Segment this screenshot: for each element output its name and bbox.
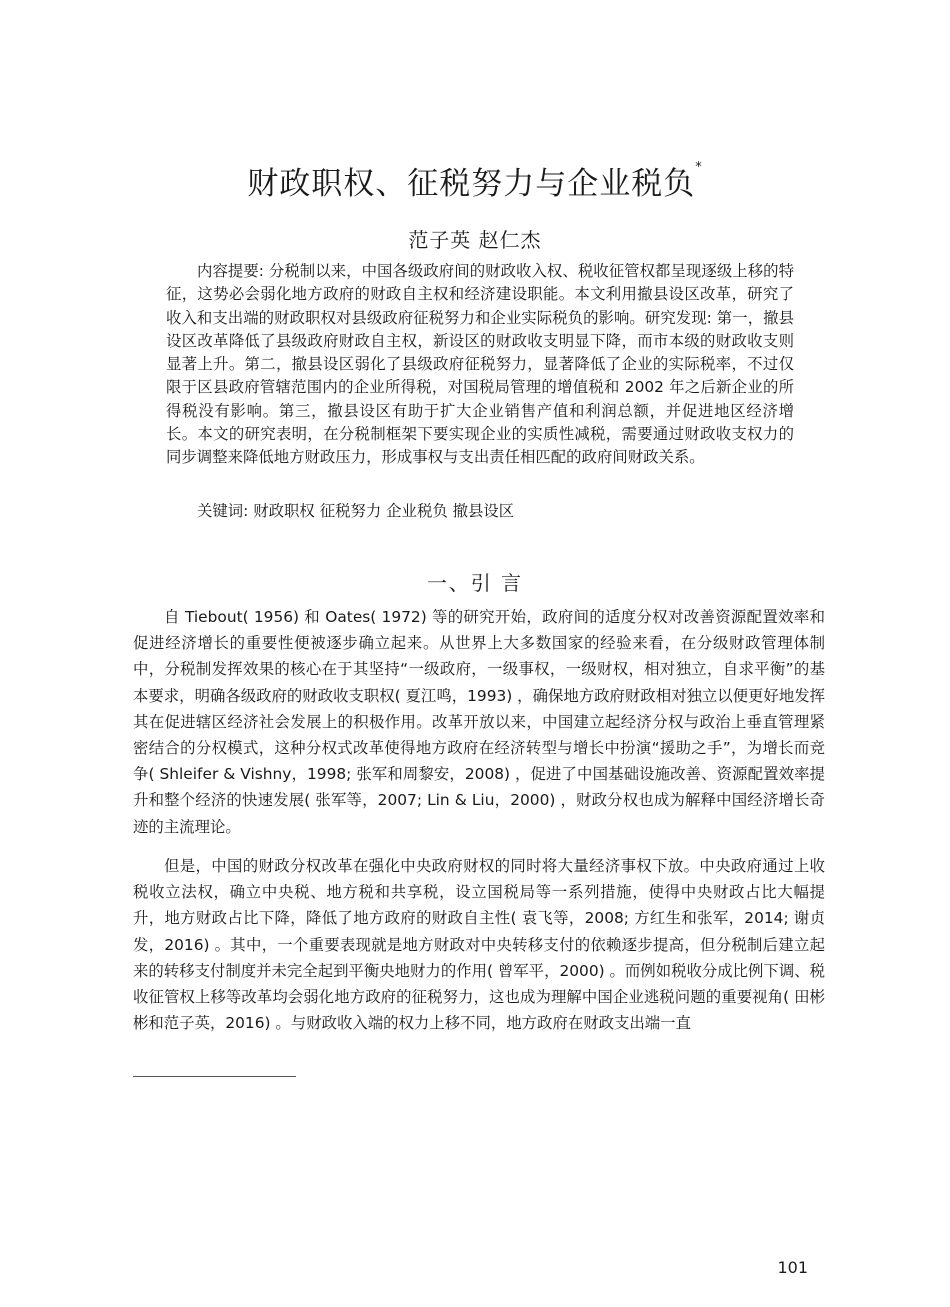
paper-title-text: 财政职权、征税努力与企业税负 bbox=[247, 166, 696, 202]
section-heading-introduction: 一、引 言 bbox=[426, 571, 524, 595]
paper-title bbox=[0, 158, 950, 203]
body-paragraph-2: 但是，中国的财政分权改革在强化中央政府财权的同时将大量经济事权下放。中央政府通过上收税收立法权，确立中央税、地方税和共享税，设立国税局等一系列措施，使得中央财政占比大幅提升，地方财政占比下降，降低了地方政府的财政自主性( 袁飞等，2008; 方红生和张军，2014; 谢贞发，2016) 。其中，一个重要表现就是地方财政对中央转移支付的依赖逐步提高，但分税制后建立起来的转移支付制度并未完全起到平衡央地财力的作用( 曾军平，2000) 。而例如税收分成比例下调、税收征管权上移等改革均会弱化地方政府的征税努力，这也成为理解中国企业逃税问题的重要视角( 田彬彬和范子英，2016) 。与财政收入端的权力上移不同，地方政府在财政支出端一直 bbox=[133, 857, 825, 1033]
footnote-divider bbox=[133, 1076, 296, 1077]
abstract: 内容提要: 分税制以来，中国各级政府间的财政收入权、税收征管权都呈现逐级上移的特征，这势必会弱化地方政府的财政自主权和经济建设职能。本文利用撤县设区改革，研究了收入和支出端的财政职权对县级政府征税努力和企业实际税负的影响。研究发现: 第一，撤县设区改革降低了县级政府财政自主权，新设区的财政收支明显下降，而市本级的财政收支则显著上升。第二，撤县设区弱化了县级政府征税努力，显著降低了企业的实际税率，不过仅限于区县政府管辖范围内的企业所得税，对国税局管理的增值税和 2002 年之后新企业的所得税没有影响。第三，撤县设区有助于扩大企业销售产值和利润总额，并促进地区经济增长。本文的研究表明，在分税制框架下要实现企业的实质性减税，需要通过财政收支权力的同步调整来降低地方财政压力，形成事权与支出责任相匹配的政府间财政关系。 bbox=[166, 262, 794, 467]
body-paragraph-1: 自 Tiebout( 1956) 和 Oates( 1972) 等的研究开始，政府间的适度分权对改善资源配置效率和促进经济增长的重要性便被逐步确立起来。从世界上大多数国家的经验来看，在分级财政管理体制中，分税制发挥效果的核心在于其坚持“一级政府，一级事权，一级财权，相对独立，自求平衡”的基本要求，明确各级政府的财政收支职权( 夏江鸣，1993) ，确保地方政府财政相对独立以便更好地发挥其在促进辖区经济社会发展上的积极作用。改革开放以来，中国建立起经济分权与政治上垂直管理紧密结合的分权模式，这种分权式改革使得地方政府在经济转型与增长中扮演“援助之手”，为增长而竞争( Shleifer & Vishny，1998; 张军和周黎安，2008) ，促进了中国基础设施改善、资源配置效率提升和整个经济的快速发展( 张军等，2007; Lin & Liu，2000) ，财政分权也成为解释中国经济增长奇迹的主流理论。 bbox=[133, 608, 825, 836]
page-number: 101 bbox=[777, 1258, 808, 1277]
keywords: 关键词: 财政职权 征税努力 企业税负 撤县设区 bbox=[197, 502, 515, 520]
authors: 范子英 赵仁杰 bbox=[408, 228, 542, 252]
title-footnote-mark: * bbox=[695, 160, 703, 175]
